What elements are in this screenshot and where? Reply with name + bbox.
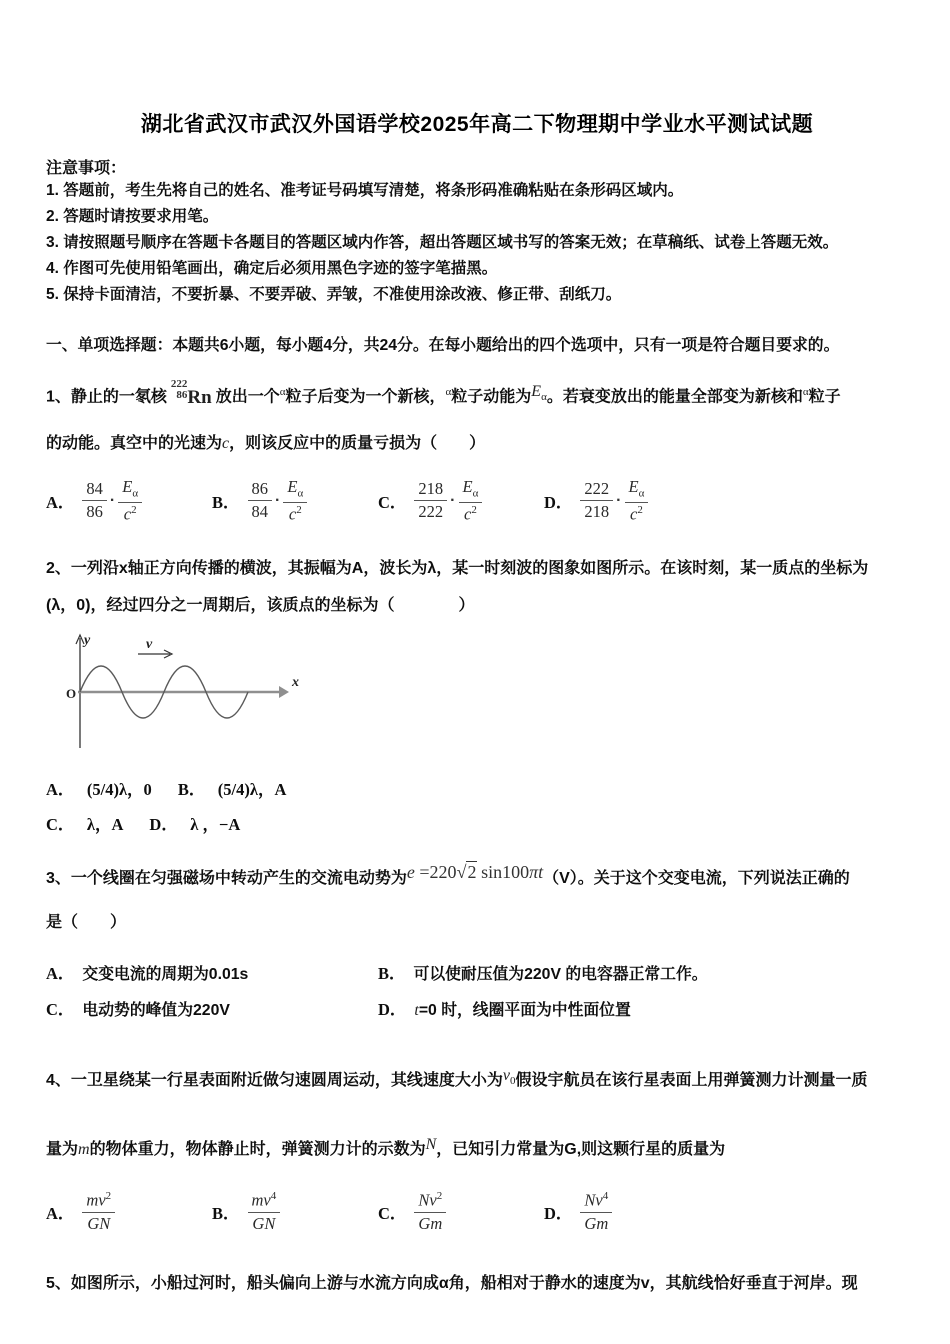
fraction: $\frac{84}{86}$: [82, 479, 107, 522]
q4-option-b: [212, 1190, 378, 1233]
option-text: 电动势的峰值为220V: [82, 1002, 230, 1020]
dot-operator: ·: [616, 491, 622, 509]
option-label: B．: [177, 780, 206, 800]
fraction: $\frac{E_\alpha}{c^2}$: [459, 477, 483, 524]
nuclide-rn-222: [171, 374, 212, 425]
q4-line-2: [46, 1125, 908, 1170]
y-axis-label: y: [84, 633, 91, 649]
q3-text-2: （V）。关于这个交变电流，下列说法正确的: [543, 870, 850, 888]
q5-line-1: 5、如图所示，小船过河时，船头偏向上游与水流方向成α角，船相对于静水的速度为v，其航线恰好垂直于河岸。现: [46, 1275, 858, 1293]
notice-item-3: 3. 请按照题号顺序在答题卡各题目的答题区域内作答，超出答题区域书写的答案无效；在草稿纸、试卷上答题无效。: [46, 234, 839, 251]
question-2: [46, 550, 908, 843]
q2-option-c: [46, 808, 123, 843]
option-label: A．: [46, 1203, 75, 1223]
q4-options: [46, 1190, 908, 1233]
q1-text-3: 粒子后变为一个新核，: [285, 388, 446, 406]
q1-text-1: 1、静止的一氡核: [46, 388, 167, 406]
alpha-symbol: α: [279, 386, 286, 398]
fraction: $\frac{mv^4}{GN}$: [248, 1190, 281, 1233]
q2-line-1: 2、一列沿x轴正方向传播的横波，其振幅为A，波长为λ，某一时刻波的图象如图所示。在该时刻，某一质点的坐标为: [46, 560, 869, 578]
c-symbol: c: [222, 435, 230, 453]
nuclide-charge: 86: [176, 389, 188, 402]
fraction: $\frac{E_\alpha}{c^2}$: [283, 477, 307, 524]
q4-line-1: [46, 1056, 908, 1101]
emf-formula: e =220√2 sin100πt: [406, 862, 544, 883]
m-symbol: m: [78, 1141, 90, 1159]
v-label: v: [146, 637, 153, 653]
fraction: $\frac{Nv^4}{Gm}$: [580, 1190, 612, 1233]
fraction: $\frac{86}{84}$: [248, 479, 273, 522]
dot-operator: ·: [450, 491, 456, 509]
q4-option-c: [378, 1190, 544, 1233]
notice-item-2: 2. 答题时请按要求用笔。: [46, 208, 219, 225]
alpha-symbol: α: [802, 386, 809, 398]
option-label: B．: [378, 964, 406, 984]
wave-diagram: [56, 630, 908, 757]
question-3: [46, 851, 908, 1028]
q1-option-d: [544, 477, 710, 524]
option-label: A．: [46, 492, 75, 512]
q2-option-d: [149, 808, 240, 843]
q4-text-3: 量为: [46, 1141, 79, 1159]
q1-option-a: [46, 477, 212, 524]
option-label: B．: [212, 1203, 240, 1223]
option-label: C．: [378, 492, 407, 512]
notice-heading: 注意事项：: [46, 160, 127, 177]
dot-operator: ·: [109, 491, 116, 509]
option-label: C．: [378, 1203, 407, 1223]
q2-line-2: (λ，0)，经过四分之一周期后，该质点的坐标为（ ）: [46, 597, 475, 615]
question-1: [46, 368, 908, 524]
q3-option-b: [378, 956, 710, 992]
q1-options: [46, 477, 908, 524]
option-label: C．: [46, 815, 75, 835]
q1-text-2: 放出一个: [215, 388, 280, 406]
q4-option-a: [46, 1190, 212, 1233]
q1-text-6: 粒子: [808, 388, 841, 406]
fraction: $\frac{mv^2}{GN}$: [82, 1190, 115, 1233]
alpha-symbol: α: [445, 386, 452, 398]
option-text: λ ，−A: [190, 815, 241, 835]
fraction: $\frac{E_\alpha}{c^2}$: [118, 477, 142, 524]
q2-option-a: [46, 773, 152, 808]
q1-option-b: [212, 477, 378, 524]
fraction: $\frac{E_\alpha}{c^2}$: [625, 477, 649, 524]
option-text: 可以使耐压值为220V 的电容器正常工作。: [413, 966, 708, 984]
option-label: A．: [46, 964, 75, 984]
q4-text-4: 的物体重力，物体静止时，弹簧测力计的示数为: [89, 1141, 426, 1159]
option-label: A．: [46, 780, 75, 800]
question-5: [46, 1267, 908, 1301]
q3-option-c: [46, 992, 378, 1028]
option-label: D．: [544, 1203, 573, 1223]
option-text: λ，A: [86, 815, 124, 835]
option-label: C．: [46, 1000, 75, 1020]
x-axis: [78, 686, 289, 698]
option-label: D．: [149, 815, 178, 835]
option-label: D．: [544, 492, 573, 512]
q4-option-d: [544, 1190, 710, 1233]
question-4: [46, 1056, 908, 1233]
x-axis-label: x: [292, 675, 299, 691]
origin-label: O: [66, 686, 77, 702]
page-title: 湖北省武汉市武汉外国语学校2025年高二下物理期中学业水平测试试题: [140, 113, 814, 136]
q2-option-b: [178, 773, 287, 808]
q3-options-row-1: [46, 956, 908, 992]
section-one-heading: 一、单项选择题：本题共6小题，每小题4分，共24分。在每小题给出的四个选项中，只有一项是符合题目要求的。: [46, 337, 840, 354]
q3-line-1: [46, 851, 908, 900]
option-label: D．: [378, 1000, 407, 1020]
dot-operator: ·: [275, 491, 281, 509]
q1-line-2: [46, 427, 908, 461]
nuclide-mass: 222: [170, 378, 188, 391]
q3-option-a: [46, 956, 378, 992]
q2-options-row-2: [46, 808, 908, 843]
n-symbol: N: [425, 1136, 437, 1154]
option-label: B．: [212, 492, 240, 512]
q1-text-5: 。若衰变放出的能量全部变为新核和: [546, 388, 803, 406]
option-text: (5/4)λ，0: [86, 780, 152, 800]
q4-text-1: 4、一卫星绕某一行星表面附近做匀速圆周运动，其线速度大小为: [46, 1072, 503, 1090]
q1-option-c: [378, 477, 544, 524]
q2-options-row-1: [46, 773, 908, 808]
notice-item-5: 5. 保持卡面清洁，不要折暴、不要弄破、弄皱，不准使用涂改液、修正带、刮纸刀。: [46, 286, 622, 303]
q1-text-8: ，则该反应中的质量亏损为（ ）: [229, 435, 486, 453]
fraction: $\frac{222}{218}$: [580, 479, 613, 522]
q3-option-d: [378, 992, 710, 1028]
velocity-arrow: [138, 650, 172, 658]
option-text: t=0 时，线圈平面为中性面位置: [414, 1002, 631, 1020]
notice-section: [46, 155, 908, 308]
q1-text-7: 的动能。真空中的光速为: [46, 435, 223, 453]
option-text: (5/4)λ，A: [217, 780, 287, 800]
nuclide-symbol: Rn: [187, 387, 212, 409]
q3-line-2: 是（ ）: [46, 914, 127, 932]
notice-item-1: 1. 答题前，考生先将自己的姓名、准考证号码填写清楚，将条形码准确粘贴在条形码区域内。: [46, 182, 684, 199]
q3-text-1: 3、一个线圈在匀强磁场中转动产生的交流电动势为: [46, 870, 407, 888]
q1-line-1: [46, 368, 908, 425]
fraction: $\frac{218}{222}$: [414, 479, 447, 522]
e-alpha-symbol: $E_\alpha$: [531, 383, 547, 404]
q1-text-4: 粒子动能为: [451, 388, 532, 406]
option-text: 交变电流的周期为0.01s: [82, 966, 249, 984]
v0-symbol: $v_0$: [502, 1067, 516, 1088]
notice-item-4: 4. 作图可先使用铅笔画出，确定后必须用黑色字迹的签字笔描黑。: [46, 260, 498, 277]
t-symbol: t: [414, 1002, 419, 1020]
q3-options-row-2: [46, 992, 908, 1028]
fraction: $\frac{Nv^2}{Gm}$: [414, 1190, 446, 1233]
q4-text-2: 假设宇航员在该行星表面上用弹簧测力计测量一质: [515, 1072, 868, 1090]
q4-text-5: ，已知引力常量为G,则这颗行星的质量为: [436, 1141, 726, 1159]
